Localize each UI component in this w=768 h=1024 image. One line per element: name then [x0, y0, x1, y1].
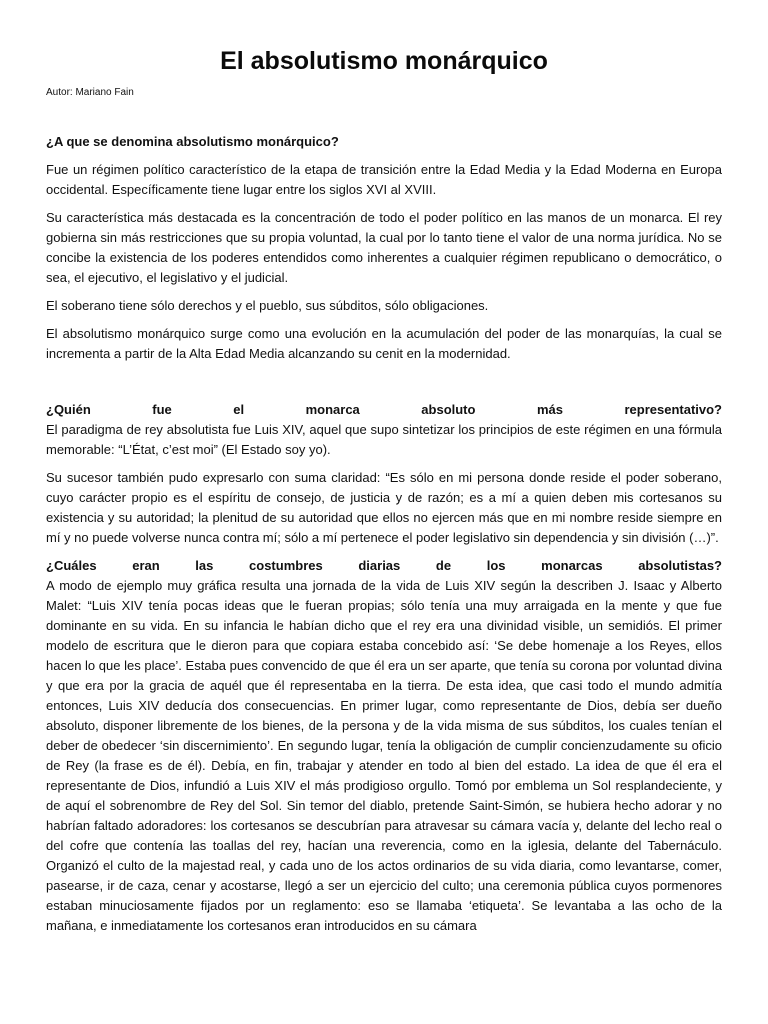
- section-definition: [46, 132, 722, 364]
- paragraph: A modo de ejemplo muy gráfica resulta una jornada de la vida de Luis XIV según la describen J. Isaac y Alberto Malet: “Luis XIV tenía pocas ideas que le fueran propias; sólo tenía una muy arraigada en la mente y que fue dominante en su vida. En su infancia le habían dicho que el rey era una divinidad visible, un semidiós. El primer modelo de escritura que le dieron para que copiara estaba concebido así: ‘Se debe homenaje a los Reyes, ellos hacen lo que les place’. Estaba pues convencido de que él era un ser aparte, que tenía su corona por voluntad divina y que era por la gracia de aquél que él representaba en la tierra. De esta idea, que casi todo el mundo admitía entonces, Luis XIV deducía dos consecuencias. En primer lugar, como representante de Dios, debía ser dueño absoluto, disponer libremente de los bienes, de la persona y de la vida misma de sus súbditos, los cuales tenían el deber de obedecer ‘sin discernimiento’. En segundo lugar, tenía la obligación de cumplir concienzudamente su oficio de Rey (la frase es de él). Debía, en fin, trabajar y atender en todo al bien del estado. La idea de que él era el representante de Dios, infundió a Luis XIV el más prodigioso orgullo. Tomó por emblema un Sol resplandeciente, y de aquí el sobrenombre de Rey del Sol. Sin temor del diablo, pretende Saint-Simón, se hubiera hecho adorar y no habrían faltado adoradores: los cortesanos se descubrían para atravesar su cámara vacía y, delante del lecho real o del cofre que contenía las toallas del rey, hacían una reverencia, como en la iglesia, delante del Tabernáculo. Organizó el culto de la majestad real, y cada uno de los actos ordinarios de su vida diaria, como levantarse, comer, pasearse, ir de caza, cenar y acostarse, llegó a ser un ejercicio del culto; una ceremonia pública cuyos pormenores estaban minuciosamente fijados por un reglamento: eso se llamaba ‘etiqueta’. Se levantaba a las ocho de la mañana, e inmediatamente los cortesanos eran introducidos en su cámara: [46, 578, 722, 933]
- section-heading: ¿Cuáles eran las costumbres diarias de los monarcas absolutistas?: [46, 558, 722, 573]
- section-daily-customs: [46, 556, 722, 936]
- document-title: El absolutismo monárquico: [220, 47, 548, 75]
- paragraph: Su característica más destacada es la concentración de todo el poder político en las manos de un monarca. El rey gobierna sin más restricciones que su propia voluntad, la cual por lo tanto tiene el valor de una norma jurídica. No se concibe la existencia de los poderes entendidos como inherentes a cualquier régimen republicano o democrático, o sea, el ejecutivo, el legislativo y el judicial.: [46, 210, 722, 285]
- paragraph: Su sucesor también pudo expresarlo con suma claridad: “Es sólo en mi persona donde reside el poder soberano, cuyo carácter propio es el espíritu de consejo, de justicia y de razón; es a mí a quien deben mis cortesanos su existencia y su autoridad; la plenitud de su autoridad que ellos no ejercen más que en mi nombre reside siempre en mí y no puede volverse nunca contra mí; sólo a mí pertenece el poder legislativo sin dependencia y sin división (…)”.: [46, 470, 722, 545]
- paragraph: Fue un régimen político característico de la etapa de transición entre la Edad Media y la Edad Moderna en Europa occidental. Específicamente tiene lugar entre los siglos XVI al XVIII.: [46, 162, 722, 197]
- section-heading: ¿A que se denomina absolutismo monárquico?: [46, 134, 339, 149]
- author-line: Autor: Mariano Fain: [46, 87, 134, 98]
- paragraph: El absolutismo monárquico surge como una evolución en la acumulación del poder de las monarquías, la cual se incrementa a partir de la Alta Edad Media alcanzando su cenit en la modernidad.: [46, 326, 722, 361]
- section-heading: ¿Quién fue el monarca absoluto más representativo?: [46, 402, 722, 417]
- section-representative-monarch: [46, 400, 722, 548]
- paragraph: El soberano tiene sólo derechos y el pueblo, sus súbditos, sólo obligaciones.: [46, 298, 489, 313]
- paragraph: El paradigma de rey absolutista fue Luis XIV, aquel que supo sintetizar los principios de este régimen en una fórmula memorable: “L’État, c’est moi” (El Estado soy yo).: [46, 422, 722, 457]
